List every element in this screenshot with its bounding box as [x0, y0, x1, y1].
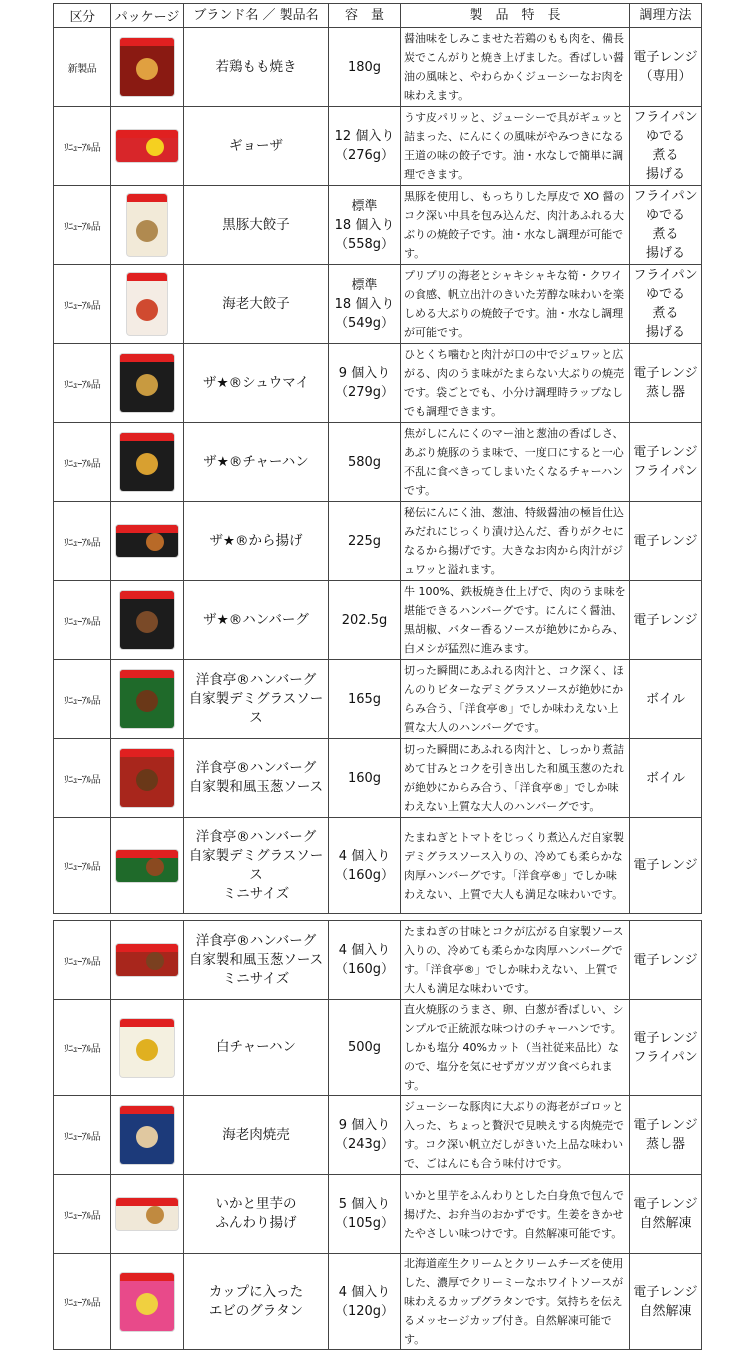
package-cell: [111, 660, 184, 739]
package-image: [120, 1106, 174, 1164]
features-cell: たまねぎとトマトをじっくり煮込んだ自家製デミグラスソース入りの、冷めても柔らかな肉厚ハンバーグです。「洋食亭®」でしか味わえない、上質で大人も満足な味わいです。: [401, 818, 630, 914]
category-cell: ﾘﾆｭｰｱﾙ品: [54, 1000, 111, 1096]
package-image: [120, 433, 174, 491]
category-cell: ﾘﾆｭｰｱﾙ品: [54, 921, 111, 1000]
category-cell: ﾘﾆｭｰｱﾙ品: [54, 1096, 111, 1175]
package-brand-band: [120, 38, 174, 46]
package-food-photo: [146, 138, 164, 156]
features-cell: 北海道産生クリームとクリームチーズを使用した、濃厚でクリーミーなホワイトソースが味わえるカップグラタンです。気持ちを伝えるメッセージカップ付き。自然解凍可能です。: [401, 1254, 630, 1350]
package-brand-band: [116, 525, 178, 533]
header-cooking: 調理方法: [630, 4, 702, 28]
features-cell: 直火焼豚のうまさ、卵、白葱が香ばしい、シンプルで正統派な味つけのチャーハンです。しかも塩分 40%カット（当社従来品比）なので、塩分を気にせずガツガツ食べられます。: [401, 1000, 630, 1096]
volume-cell: 4 個入り （120g）: [329, 1254, 401, 1350]
product-name-cell: いかと里芋の ふんわり揚げ: [184, 1175, 329, 1254]
features-cell: ジューシーな豚肉に大ぶりの海老がゴロッと入った、ちょっと贅沢で見映えする肉焼売です。コク深い帆立だしがきいた上品な味わいで、ごはんにも合う味付けです。: [401, 1096, 630, 1175]
volume-cell: 160g: [329, 739, 401, 818]
package-image: [116, 1198, 178, 1230]
category-cell: ﾘﾆｭｰｱﾙ品: [54, 265, 111, 344]
volume-cell: 225g: [329, 502, 401, 581]
volume-cell: 4 個入り （160g）: [329, 921, 401, 1000]
package-image: [127, 194, 167, 256]
package-brand-band: [120, 1106, 174, 1114]
package-food-photo: [146, 858, 164, 876]
category-cell: ﾘﾆｭｰｱﾙ品: [54, 107, 111, 186]
package-brand-band: [127, 194, 167, 202]
category-cell: 新製品: [54, 28, 111, 107]
package-image: [120, 749, 174, 807]
product-name-cell: ザ★®シュウマイ: [184, 344, 329, 423]
package-brand-band: [120, 1273, 174, 1281]
package-cell: [111, 344, 184, 423]
category-cell: ﾘﾆｭｰｱﾙ品: [54, 660, 111, 739]
package-food-photo: [146, 952, 164, 970]
package-food-photo: [136, 1126, 158, 1148]
package-cell: [111, 265, 184, 344]
volume-cell: 標準 18 個入り （549g）: [329, 265, 401, 344]
package-image: [120, 1273, 174, 1331]
cooking-method-cell: 電子レンジ: [630, 502, 702, 581]
package-brand-band: [120, 433, 174, 441]
category-cell: ﾘﾆｭｰｱﾙ品: [54, 581, 111, 660]
package-cell: [111, 423, 184, 502]
product-name-cell: ザ★®チャーハン: [184, 423, 329, 502]
cooking-method-cell: 電子レンジ 蒸し器: [630, 1096, 702, 1175]
table-row: [54, 660, 702, 739]
product-name-cell: 白チャーハン: [184, 1000, 329, 1096]
volume-cell: 9 個入り （279g）: [329, 344, 401, 423]
package-brand-band: [120, 591, 174, 599]
cooking-method-cell: フライパン ゆでる 煮る 揚げる: [630, 186, 702, 265]
package-cell: [111, 581, 184, 660]
header-brand: ブランド名 ／ 製品名: [184, 4, 329, 28]
cooking-method-cell: フライパン ゆでる 煮る 揚げる: [630, 265, 702, 344]
table-row: [54, 423, 702, 502]
package-brand-band: [120, 670, 174, 678]
table-row: [54, 1000, 702, 1096]
package-image: [116, 130, 178, 162]
table-row: [54, 818, 702, 914]
header-volume: 容 量: [329, 4, 401, 28]
product-name-cell: 若鶏もも焼き: [184, 28, 329, 107]
cooking-method-cell: 電子レンジ 自然解凍: [630, 1254, 702, 1350]
product-name-cell: 洋食亭®ハンバーグ 自家製デミグラスソース: [184, 660, 329, 739]
features-cell: 焦がしにんにくのマー油と葱油の香ばしさ、あぶり焼豚のうま味で、一度口にすると一心不乱に食べきってしまいたくなるチャーハンです。: [401, 423, 630, 502]
package-image: [120, 354, 174, 412]
package-food-photo: [146, 1206, 164, 1224]
table-row: [54, 921, 702, 1000]
table-row: [54, 186, 702, 265]
product-name-cell: カップに入った エビのグラタン: [184, 1254, 329, 1350]
volume-cell: 202.5g: [329, 581, 401, 660]
package-image: [120, 591, 174, 649]
product-name-cell: 海老大餃子: [184, 265, 329, 344]
package-brand-band: [120, 354, 174, 362]
volume-cell: 標準 18 個入り （558g）: [329, 186, 401, 265]
package-cell: [111, 1254, 184, 1350]
package-brand-band: [120, 749, 174, 757]
package-cell: [111, 107, 184, 186]
features-cell: 切った瞬間にあふれる肉汁と、コク深く、ほんのりビターなデミグラスソースが絶妙にからみ合う、「洋食亭®」でしか味わえない上質な大人のハンバーグです。: [401, 660, 630, 739]
product-name-cell: ギョーザ: [184, 107, 329, 186]
cooking-method-cell: フライパン ゆでる 煮る 揚げる: [630, 107, 702, 186]
category-cell: ﾘﾆｭｰｱﾙ品: [54, 1254, 111, 1350]
package-image: [120, 1019, 174, 1077]
cooking-method-cell: 電子レンジ: [630, 581, 702, 660]
cooking-method-cell: ボイル: [630, 660, 702, 739]
package-brand-band: [116, 944, 178, 952]
table-row: [54, 1096, 702, 1175]
package-food-photo: [136, 611, 158, 633]
package-food-photo: [136, 1293, 158, 1315]
category-cell: ﾘﾆｭｰｱﾙ品: [54, 502, 111, 581]
package-food-photo: [136, 374, 158, 396]
package-cell: [111, 186, 184, 265]
cooking-method-cell: 電子レンジ: [630, 818, 702, 914]
volume-cell: 4 個入り （160g）: [329, 818, 401, 914]
features-cell: ひとくち噛むと肉汁が口の中でジュワッと広がる、肉のうま味がたまらない大ぶりの焼売です。袋ごとでも、小分け調理時ラップなしでも調理できます。: [401, 344, 630, 423]
category-cell: ﾘﾆｭｰｱﾙ品: [54, 186, 111, 265]
cooking-method-cell: 電子レンジ: [630, 921, 702, 1000]
volume-cell: 12 個入り （276g）: [329, 107, 401, 186]
package-cell: [111, 818, 184, 914]
category-cell: ﾘﾆｭｰｱﾙ品: [54, 344, 111, 423]
features-cell: プリプリの海老とシャキシャキな筍・クワイの食感、帆立出汁のきいた芳醇な味わいを楽しめる大ぶりの焼餃子です。油・水なし調理が可能です。: [401, 265, 630, 344]
product-name-cell: 洋食亭®ハンバーグ 自家製デミグラスソース ミニサイズ: [184, 818, 329, 914]
product-table-1: [53, 3, 702, 914]
package-food-photo: [136, 58, 158, 80]
package-image: [116, 944, 178, 976]
category-cell: ﾘﾆｭｰｱﾙ品: [54, 1175, 111, 1254]
features-cell: いかと里芋をふんわりとした白身魚で包んで揚げた、お弁当のおかずです。生姜をきかせたやさしい味つけです。自然解凍可能です。: [401, 1175, 630, 1254]
product-name-cell: ザ★®から揚げ: [184, 502, 329, 581]
header-package: パッケージ: [111, 4, 184, 28]
features-cell: 黒豚を使用し、もっちりした厚皮で XO 醤のコク深い中具を包み込んだ、肉汁あふれる大ぶりの焼餃子です。油・水なし調理が可能です。: [401, 186, 630, 265]
volume-cell: 165g: [329, 660, 401, 739]
table-row: [54, 502, 702, 581]
cooking-method-cell: 電子レンジ フライパン: [630, 1000, 702, 1096]
package-image: [127, 273, 167, 335]
product-table-2: [53, 920, 702, 1350]
volume-cell: 9 個入り （243g）: [329, 1096, 401, 1175]
cooking-method-cell: 電子レンジ フライパン: [630, 423, 702, 502]
package-brand-band: [116, 1198, 178, 1206]
package-image: [116, 850, 178, 882]
features-cell: 牛 100%、鉄板焼き仕上げで、肉のうま味を堪能できるハンバーグです。にんにく醤油、黒胡椒、バター香るソースが絶妙にからみ、白メシが猛烈に進みます。: [401, 581, 630, 660]
table-row: [54, 265, 702, 344]
product-name-cell: 黒豚大餃子: [184, 186, 329, 265]
package-brand-band: [116, 850, 178, 858]
package-brand-band: [120, 1019, 174, 1027]
product-name-cell: 洋食亭®ハンバーグ 自家製和風玉葱ソース ミニサイズ: [184, 921, 329, 1000]
category-cell: ﾘﾆｭｰｱﾙ品: [54, 423, 111, 502]
package-cell: [111, 1175, 184, 1254]
header-category: 区分: [54, 4, 111, 28]
volume-cell: 580g: [329, 423, 401, 502]
product-name-cell: ザ★®ハンバーグ: [184, 581, 329, 660]
cooking-method-cell: 電子レンジ 蒸し器: [630, 344, 702, 423]
product-name-cell: 洋食亭®ハンバーグ 自家製和風玉葱ソース: [184, 739, 329, 818]
package-brand-band: [127, 273, 167, 281]
package-food-photo: [136, 690, 158, 712]
category-cell: ﾘﾆｭｰｱﾙ品: [54, 739, 111, 818]
package-cell: [111, 502, 184, 581]
package-cell: [111, 28, 184, 107]
cooking-method-cell: 電子レンジ （専用）: [630, 28, 702, 107]
package-cell: [111, 1096, 184, 1175]
category-cell: ﾘﾆｭｰｱﾙ品: [54, 818, 111, 914]
package-image: [116, 525, 178, 557]
product-name-cell: 海老肉焼売: [184, 1096, 329, 1175]
package-image: [120, 670, 174, 728]
package-cell: [111, 1000, 184, 1096]
volume-cell: 500g: [329, 1000, 401, 1096]
cooking-method-cell: ボイル: [630, 739, 702, 818]
table-row: [54, 107, 702, 186]
package-image: [120, 38, 174, 96]
package-food-photo: [136, 299, 158, 321]
package-food-photo: [136, 769, 158, 791]
table-row: [54, 1254, 702, 1350]
volume-cell: 180g: [329, 28, 401, 107]
table-header-row: [54, 4, 702, 28]
table-row: [54, 739, 702, 818]
table-row: [54, 28, 702, 107]
package-brand-band: [116, 130, 178, 138]
package-food-photo: [136, 453, 158, 475]
features-cell: 秘伝にんにく油、葱油、特級醤油の極旨仕込みだれにじっくり漬け込んだ、香りがクセになるから揚げです。大きなお肉から肉汁がジュワッと溢れます。: [401, 502, 630, 581]
package-cell: [111, 921, 184, 1000]
features-cell: 切った瞬間にあふれる肉汁と、しっかり煮詰めて甘みとコクを引き出した和風玉葱のたれが絶妙にからみ合う、「洋食亭®」でしか味わえない上質な大人のハンバーグです。: [401, 739, 630, 818]
package-cell: [111, 739, 184, 818]
header-features: 製 品 特 長: [401, 4, 630, 28]
package-food-photo: [136, 220, 158, 242]
features-cell: うす皮パリッと、ジューシーで具がギュッと詰まった、にんにくの風味がやみつきになる王道の味の餃子です。油・水なしで簡単に調理できます。: [401, 107, 630, 186]
features-cell: 醤油味をしみこませた若鶏のもも肉を、備長炭でこんがりと焼き上げました。香ばしい醤油の風味と、やわらかくジューシーなお肉を味わえます。: [401, 28, 630, 107]
volume-cell: 5 個入り （105g）: [329, 1175, 401, 1254]
table-row: [54, 344, 702, 423]
table-row: [54, 1175, 702, 1254]
features-cell: たまねぎの甘味とコクが広がる自家製ソース入りの、冷めても柔らかな肉厚ハンバーグです。「洋食亭®」でしか味わえない、上質で大人も満足な味わいです。: [401, 921, 630, 1000]
package-food-photo: [136, 1039, 158, 1061]
table-row: [54, 581, 702, 660]
cooking-method-cell: 電子レンジ 自然解凍: [630, 1175, 702, 1254]
package-food-photo: [146, 533, 164, 551]
